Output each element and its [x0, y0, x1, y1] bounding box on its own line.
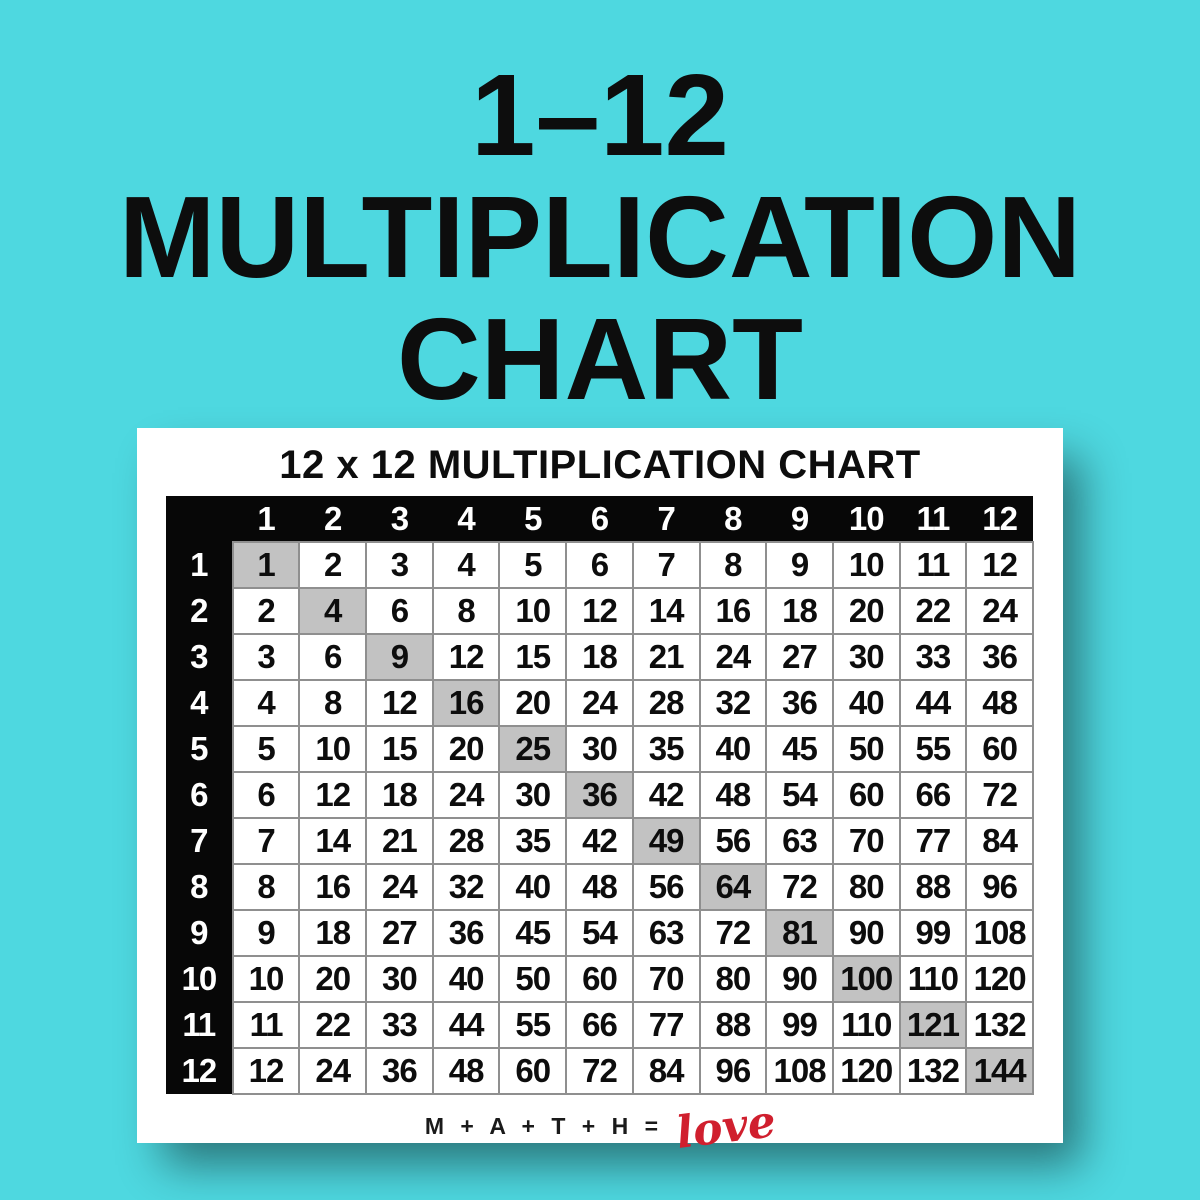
- product-cell-9x5: 45: [499, 910, 566, 956]
- product-cell-1x12: 12: [966, 542, 1033, 588]
- row-header-5: 5: [166, 726, 233, 772]
- product-cell-4x5: 20: [499, 680, 566, 726]
- product-cell-1x9: 9: [766, 542, 833, 588]
- product-cell-11x9: 99: [766, 1002, 833, 1048]
- product-cell-6x3: 18: [366, 772, 433, 818]
- table-row: [166, 634, 1033, 680]
- product-cell-2x9: 18: [766, 588, 833, 634]
- product-cell-11x1: 11: [233, 1002, 300, 1048]
- product-cell-12x6: 72: [566, 1048, 633, 1094]
- product-cell-9x4: 36: [433, 910, 500, 956]
- product-cell-2x6: 12: [566, 588, 633, 634]
- column-header-4: 4: [433, 496, 500, 542]
- product-cell-9x9: 81: [766, 910, 833, 956]
- product-cell-6x9: 54: [766, 772, 833, 818]
- product-cell-5x8: 40: [700, 726, 767, 772]
- column-header-7: 7: [633, 496, 700, 542]
- product-cell-8x11: 88: [900, 864, 967, 910]
- product-cell-1x11: 11: [900, 542, 967, 588]
- product-cell-12x2: 24: [299, 1048, 366, 1094]
- product-cell-9x7: 63: [633, 910, 700, 956]
- product-cell-8x3: 24: [366, 864, 433, 910]
- product-cell-5x11: 55: [900, 726, 967, 772]
- brand-love-script: love: [672, 1096, 779, 1159]
- product-cell-4x10: 40: [833, 680, 900, 726]
- column-header-3: 3: [366, 496, 433, 542]
- product-cell-9x1: 9: [233, 910, 300, 956]
- product-cell-2x11: 22: [900, 588, 967, 634]
- product-cell-4x3: 12: [366, 680, 433, 726]
- row-header-4: 4: [166, 680, 233, 726]
- product-cell-7x6: 42: [566, 818, 633, 864]
- product-cell-4x7: 28: [633, 680, 700, 726]
- product-cell-7x9: 63: [766, 818, 833, 864]
- product-cell-2x5: 10: [499, 588, 566, 634]
- product-cell-5x10: 50: [833, 726, 900, 772]
- product-cell-10x5: 50: [499, 956, 566, 1002]
- product-cell-3x11: 33: [900, 634, 967, 680]
- column-header-2: 2: [299, 496, 366, 542]
- product-cell-12x11: 132: [900, 1048, 967, 1094]
- brand-footer: [137, 1096, 1063, 1159]
- product-cell-10x3: 30: [366, 956, 433, 1002]
- product-cell-10x12: 120: [966, 956, 1033, 1002]
- product-cell-5x9: 45: [766, 726, 833, 772]
- product-cell-1x5: 5: [499, 542, 566, 588]
- row-header-11: 11: [166, 1002, 233, 1048]
- product-cell-5x3: 15: [366, 726, 433, 772]
- product-cell-12x12: 144: [966, 1048, 1033, 1094]
- product-cell-4x8: 32: [700, 680, 767, 726]
- column-header-9: 9: [766, 496, 833, 542]
- product-cell-2x12: 24: [966, 588, 1033, 634]
- product-cell-11x8: 88: [700, 1002, 767, 1048]
- product-cell-8x1: 8: [233, 864, 300, 910]
- product-cell-7x12: 84: [966, 818, 1033, 864]
- product-cell-3x1: 3: [233, 634, 300, 680]
- card-title: 12 x 12 MULTIPLICATION CHART: [279, 443, 921, 487]
- product-cell-1x8: 8: [700, 542, 767, 588]
- chart-card: [137, 428, 1063, 1159]
- table-row: [166, 1048, 1033, 1094]
- product-cell-7x10: 70: [833, 818, 900, 864]
- product-cell-5x6: 30: [566, 726, 633, 772]
- product-cell-7x5: 35: [499, 818, 566, 864]
- product-cell-2x10: 20: [833, 588, 900, 634]
- product-cell-3x8: 24: [700, 634, 767, 680]
- product-cell-9x8: 72: [700, 910, 767, 956]
- product-cell-6x10: 60: [833, 772, 900, 818]
- product-cell-10x4: 40: [433, 956, 500, 1002]
- product-cell-6x5: 30: [499, 772, 566, 818]
- product-cell-12x9: 108: [766, 1048, 833, 1094]
- product-cell-4x1: 4: [233, 680, 300, 726]
- product-cell-7x8: 56: [700, 818, 767, 864]
- row-header-2: 2: [166, 588, 233, 634]
- product-cell-6x4: 24: [433, 772, 500, 818]
- row-header-3: 3: [166, 634, 233, 680]
- product-cell-11x7: 77: [633, 1002, 700, 1048]
- product-cell-12x10: 120: [833, 1048, 900, 1094]
- row-header-1: 1: [166, 542, 233, 588]
- product-cell-10x2: 20: [299, 956, 366, 1002]
- brand-math-text: M + A + T + H =: [424, 1113, 664, 1139]
- product-cell-6x8: 48: [700, 772, 767, 818]
- product-cell-8x5: 40: [499, 864, 566, 910]
- product-cell-10x10: 100: [833, 956, 900, 1002]
- table-row: [166, 772, 1033, 818]
- product-cell-3x7: 21: [633, 634, 700, 680]
- product-cell-1x10: 10: [833, 542, 900, 588]
- product-cell-12x7: 84: [633, 1048, 700, 1094]
- product-cell-1x1: 1: [233, 542, 300, 588]
- product-cell-9x3: 27: [366, 910, 433, 956]
- table-row: [166, 956, 1033, 1002]
- row-header-7: 7: [166, 818, 233, 864]
- table-row: [166, 910, 1033, 956]
- product-cell-8x7: 56: [633, 864, 700, 910]
- product-cell-12x5: 60: [499, 1048, 566, 1094]
- page-title: [0, 50, 1200, 424]
- product-cell-7x7: 49: [633, 818, 700, 864]
- product-cell-10x1: 10: [233, 956, 300, 1002]
- product-cell-9x12: 108: [966, 910, 1033, 956]
- product-cell-6x7: 42: [633, 772, 700, 818]
- product-cell-6x6: 36: [566, 772, 633, 818]
- product-cell-1x3: 3: [366, 542, 433, 588]
- product-cell-9x11: 99: [900, 910, 967, 956]
- product-cell-8x10: 80: [833, 864, 900, 910]
- product-cell-1x6: 6: [566, 542, 633, 588]
- table-row: [166, 542, 1033, 588]
- column-header-5: 5: [499, 496, 566, 542]
- column-header-11: 11: [900, 496, 967, 542]
- product-cell-11x5: 55: [499, 1002, 566, 1048]
- product-cell-11x2: 22: [299, 1002, 366, 1048]
- product-cell-4x2: 8: [299, 680, 366, 726]
- column-header-1: 1: [233, 496, 300, 542]
- column-header-8: 8: [700, 496, 767, 542]
- product-cell-5x12: 60: [966, 726, 1033, 772]
- product-cell-2x2: 4: [299, 588, 366, 634]
- table-row: [166, 818, 1033, 864]
- product-cell-3x10: 30: [833, 634, 900, 680]
- product-cell-2x8: 16: [700, 588, 767, 634]
- table-row: [166, 726, 1033, 772]
- product-cell-7x1: 7: [233, 818, 300, 864]
- product-cell-11x6: 66: [566, 1002, 633, 1048]
- product-cell-12x8: 96: [700, 1048, 767, 1094]
- table-row: [166, 588, 1033, 634]
- product-cell-11x4: 44: [433, 1002, 500, 1048]
- product-cell-4x4: 16: [433, 680, 500, 726]
- product-cell-4x11: 44: [900, 680, 967, 726]
- product-cell-9x2: 18: [299, 910, 366, 956]
- multiplication-table: [166, 496, 1034, 1095]
- product-cell-10x11: 110: [900, 956, 967, 1002]
- product-cell-6x2: 12: [299, 772, 366, 818]
- product-cell-12x1: 12: [233, 1048, 300, 1094]
- product-cell-3x12: 36: [966, 634, 1033, 680]
- row-header-6: 6: [166, 772, 233, 818]
- page-title-line-3: CHART: [397, 294, 803, 424]
- column-header-10: 10: [833, 496, 900, 542]
- product-cell-8x9: 72: [766, 864, 833, 910]
- product-cell-2x1: 2: [233, 588, 300, 634]
- product-cell-10x9: 90: [766, 956, 833, 1002]
- product-cell-5x1: 5: [233, 726, 300, 772]
- product-cell-3x9: 27: [766, 634, 833, 680]
- product-cell-10x8: 80: [700, 956, 767, 1002]
- product-cell-6x1: 6: [233, 772, 300, 818]
- product-cell-4x12: 48: [966, 680, 1033, 726]
- column-header-6: 6: [566, 496, 633, 542]
- product-cell-1x7: 7: [633, 542, 700, 588]
- product-cell-7x4: 28: [433, 818, 500, 864]
- product-cell-8x12: 96: [966, 864, 1033, 910]
- table-row: [166, 1002, 1033, 1048]
- table-corner-cell: [166, 496, 233, 542]
- product-cell-12x4: 48: [433, 1048, 500, 1094]
- product-cell-3x5: 15: [499, 634, 566, 680]
- row-header-8: 8: [166, 864, 233, 910]
- product-cell-3x4: 12: [433, 634, 500, 680]
- product-cell-2x3: 6: [366, 588, 433, 634]
- product-cell-2x7: 14: [633, 588, 700, 634]
- page-title-line-1: 1–12: [470, 50, 730, 180]
- product-cell-9x6: 54: [566, 910, 633, 956]
- column-header-12: 12: [966, 496, 1033, 542]
- product-cell-5x5: 25: [499, 726, 566, 772]
- product-cell-5x2: 10: [299, 726, 366, 772]
- product-cell-7x11: 77: [900, 818, 967, 864]
- product-cell-7x2: 14: [299, 818, 366, 864]
- product-cell-11x12: 132: [966, 1002, 1033, 1048]
- product-cell-6x12: 72: [966, 772, 1033, 818]
- product-cell-4x6: 24: [566, 680, 633, 726]
- product-cell-11x10: 110: [833, 1002, 900, 1048]
- product-cell-8x6: 48: [566, 864, 633, 910]
- row-header-9: 9: [166, 910, 233, 956]
- product-cell-5x7: 35: [633, 726, 700, 772]
- product-cell-1x2: 2: [299, 542, 366, 588]
- table-row: [166, 680, 1033, 726]
- row-header-12: 12: [166, 1048, 233, 1094]
- product-cell-3x2: 6: [299, 634, 366, 680]
- product-cell-8x4: 32: [433, 864, 500, 910]
- product-cell-9x10: 90: [833, 910, 900, 956]
- product-cell-11x3: 33: [366, 1002, 433, 1048]
- table-row: [166, 864, 1033, 910]
- product-cell-11x11: 121: [900, 1002, 967, 1048]
- product-cell-12x3: 36: [366, 1048, 433, 1094]
- row-header-10: 10: [166, 956, 233, 1002]
- product-cell-3x3: 9: [366, 634, 433, 680]
- product-cell-8x2: 16: [299, 864, 366, 910]
- page-title-line-2: MULTIPLICATION: [118, 172, 1082, 302]
- product-cell-7x3: 21: [366, 818, 433, 864]
- product-cell-10x6: 60: [566, 956, 633, 1002]
- product-cell-6x11: 66: [900, 772, 967, 818]
- product-cell-5x4: 20: [433, 726, 500, 772]
- product-cell-3x6: 18: [566, 634, 633, 680]
- product-cell-8x8: 64: [700, 864, 767, 910]
- product-cell-2x4: 8: [433, 588, 500, 634]
- product-cell-1x4: 4: [433, 542, 500, 588]
- product-cell-4x9: 36: [766, 680, 833, 726]
- product-cell-10x7: 70: [633, 956, 700, 1002]
